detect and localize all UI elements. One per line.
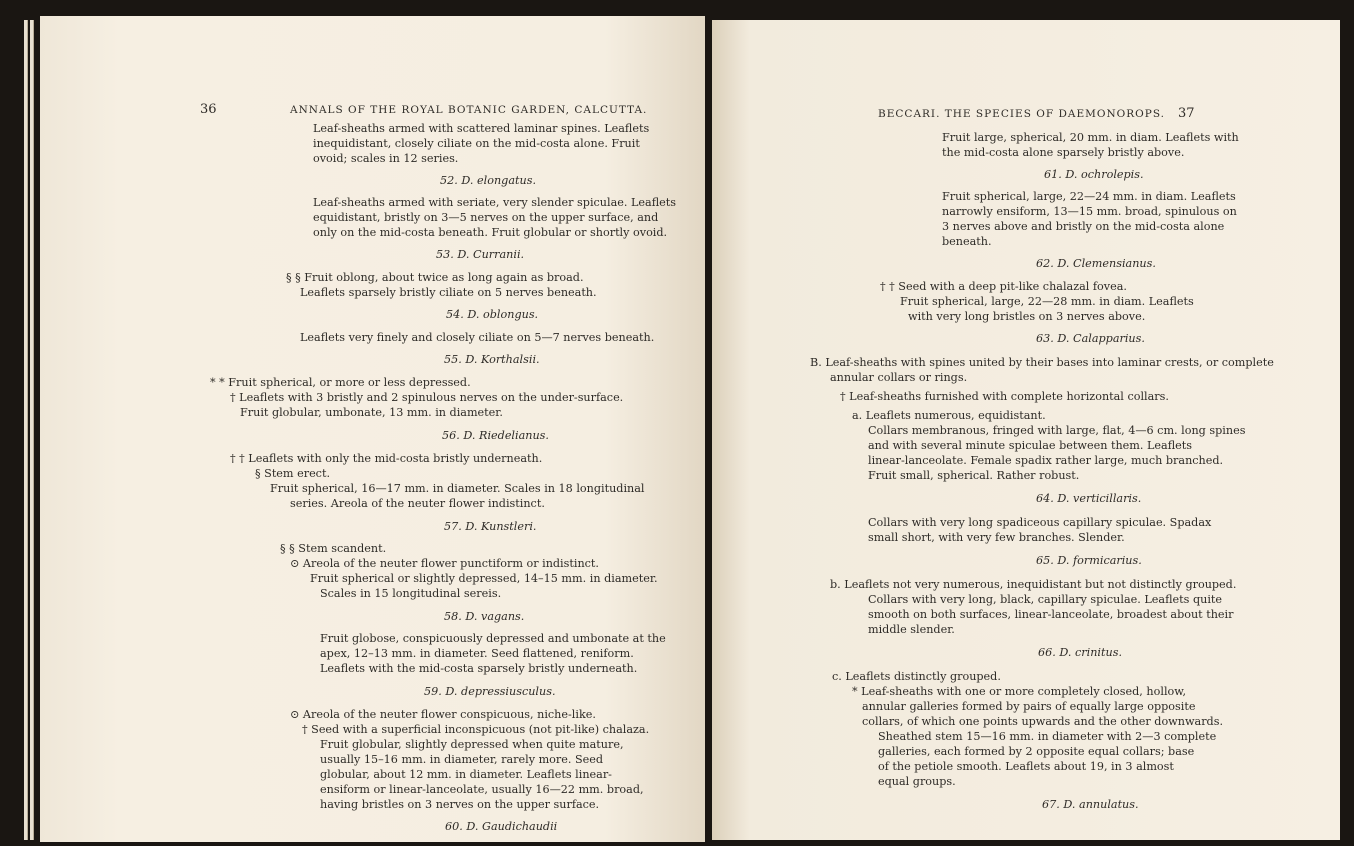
left-page <box>40 16 705 842</box>
text-line: † Leaflets with 3 bristly and 2 spinulous nerves on the under-surface. <box>230 391 624 404</box>
text-line: Fruit spherical or slightly depressed, 14–15 mm. in diameter. <box>310 572 658 585</box>
text-line: Leaflets sparsely bristly ciliate on 5 nerves beneath. <box>300 286 597 299</box>
text-line: narrowly ensiform, 13—15 mm. broad, spinulous on <box>942 205 1237 218</box>
text-line: ovoid; scales in 12 series. <box>313 152 459 165</box>
text-line: Scales in 15 longitudinal sereis. <box>320 587 502 600</box>
species-caption: 62. D. Clemensianus. <box>1036 257 1156 270</box>
text-line: globular, about 12 mm. in diameter. Leaflets linear- <box>320 768 612 781</box>
text-line: § § Fruit oblong, about twice as long again as broad. <box>286 271 584 284</box>
text-line: * * Fruit spherical, or more or less depressed. <box>210 376 471 389</box>
text-line: b. Leaflets not very numerous, inequidistant but not distinctly grouped. <box>830 578 1237 591</box>
text-line: § Stem erect. <box>255 467 331 480</box>
text-line: c. Leaflets distinctly grouped. <box>832 670 1001 683</box>
text-line: having bristles on 3 nerves on the upper surface. <box>320 798 600 811</box>
species-caption: 67. D. annulatus. <box>1042 798 1139 811</box>
text-line: † † Seed with a deep pit-like chalazal fovea. <box>880 280 1127 293</box>
text-line: inequidistant, closely ciliate on the mid-costa alone. Fruit <box>313 137 640 150</box>
running-head: ANNALS OF THE ROYAL BOTANIC GARDEN, CALCUTTA. <box>290 104 648 116</box>
text-line: Leaf-sheaths armed with scattered laminar spines. Leaflets <box>313 122 650 135</box>
text-line: middle slender. <box>868 623 955 636</box>
text-line: Fruit small, spherical. Rather robust. <box>868 469 1080 482</box>
text-line: † Leaf-sheaths furnished with complete horizontal collars. <box>840 390 1169 403</box>
page-number: 37 <box>1178 106 1195 121</box>
text-line: annular collars or rings. <box>830 371 968 384</box>
species-caption: 56. D. Riedelianus. <box>442 429 549 442</box>
text-line: apex, 12–13 mm. in diameter. Seed flattened, reniform. <box>320 647 634 660</box>
text-line: 3 nerves above and bristly on the mid-costa alone <box>942 220 1225 233</box>
text-line: with very long bristles on 3 nerves above. <box>908 310 1146 323</box>
text-line: * Leaf-sheaths with one or more completely closed, hollow, <box>852 685 1187 698</box>
text-line: the mid-costa alone sparsely bristly above. <box>942 146 1185 159</box>
text-line: beneath. <box>942 235 992 248</box>
species-caption: 53. D. Curranii. <box>436 248 525 261</box>
text-line: Leaflets with the mid-costa sparsely bristly underneath. <box>320 662 638 675</box>
text-line: of the petiole smooth. Leaflets about 19, in 3 almost <box>878 760 1174 773</box>
text-line: linear-lanceolate. Female spadix rather large, much branched. <box>868 454 1224 467</box>
text-line: B. Leaf-sheaths with spines united by their bases into laminar crests, or complete <box>810 356 1274 369</box>
page-edges <box>30 20 34 840</box>
text-line: Fruit spherical, large, 22—28 mm. in diam. Leaflets <box>900 295 1194 308</box>
page-edges <box>24 20 28 840</box>
species-caption: 61. D. ochrolepis. <box>1044 168 1144 181</box>
species-caption: 57. D. Kunstleri. <box>444 520 537 533</box>
species-caption: 59. D. depressiusculus. <box>424 685 556 698</box>
text-line: a. Leaflets numerous, equidistant. <box>852 409 1046 422</box>
text-line: small short, with very few branches. Slender. <box>868 531 1125 544</box>
text-line: galleries, each formed by 2 opposite equal collars; base <box>878 745 1195 758</box>
text-line: equidistant, bristly on 3—5 nerves on the upper surface, and <box>313 211 659 224</box>
species-caption: 65. D. formicarius. <box>1036 554 1142 567</box>
species-caption: 55. D. Korthalsii. <box>444 353 540 366</box>
text-line: only on the mid-costa beneath. Fruit globular or shortly ovoid. <box>313 226 668 239</box>
text-line: Leaflets very finely and closely ciliate on 5—7 nerves beneath. <box>300 331 655 344</box>
species-caption: 60. D. Gaudichaudii <box>445 820 558 833</box>
text-line: and with several minute spiculae between them. Leaflets <box>868 439 1193 452</box>
right-page <box>712 20 1340 840</box>
species-caption: 54. D. oblongus. <box>446 308 539 321</box>
text-line: equal groups. <box>878 775 956 788</box>
species-caption: 64. D. verticillaris. <box>1036 492 1142 505</box>
text-line: ensiform or linear-lanceolate, usually 16—22 mm. broad, <box>320 783 644 796</box>
text-line: § § Stem scandent. <box>280 542 387 555</box>
species-caption: 66. D. crinitus. <box>1038 646 1123 659</box>
text-line: Collars with very long spadiceous capillary spiculae. Spadax <box>868 516 1212 529</box>
species-caption: 58. D. vagans. <box>444 610 525 623</box>
running-head: BECCARI. THE SPECIES OF DAEMONOROPS. <box>878 108 1166 120</box>
text-line: ⊙ Areola of the neuter flower conspicuous, niche-like. <box>290 708 596 721</box>
text-line: Fruit large, spherical, 20 mm. in diam. Leaflets with <box>942 131 1239 144</box>
text-line: Fruit globular, slightly depressed when quite mature, <box>320 738 624 751</box>
text-line: Fruit globose, conspicuously depressed and umbonate at the <box>320 632 666 645</box>
text-line: smooth on both surfaces, linear-lanceolate, broadest about their <box>868 608 1234 621</box>
text-line: collars, of which one points upwards and the other downwards. <box>862 715 1224 728</box>
text-line: Sheathed stem 15—16 mm. in diameter with 2—3 complete <box>878 730 1217 743</box>
text-line: Collars with very long, black, capillary spiculae. Leaflets quite <box>868 593 1223 606</box>
text-line: series. Areola of the neuter flower indistinct. <box>290 497 545 510</box>
species-caption: 52. D. elongatus. <box>440 174 537 187</box>
page-number: 36 <box>200 102 217 117</box>
text-line: Fruit globular, umbonate, 13 mm. in diameter. <box>240 406 503 419</box>
text-line: ⊙ Areola of the neuter flower punctiform or indistinct. <box>290 557 599 570</box>
text-line: Collars membranous, fringed with large, flat, 4—6 cm. long spines <box>868 424 1246 437</box>
text-line: † † Leaflets with only the mid-costa bristly underneath. <box>230 452 543 465</box>
text-line: Fruit spherical, 16—17 mm. in diameter. Scales in 18 longitudinal <box>270 482 645 495</box>
text-line: usually 15–16 mm. in diameter, rarely more. Seed <box>320 753 604 766</box>
text-line: † Seed with a superficial inconspicuous (not pit-like) chalaza. <box>302 723 650 736</box>
text-line: annular galleries formed by pairs of equally large opposite <box>862 700 1196 713</box>
species-caption: 63. D. Calapparius. <box>1036 332 1145 345</box>
text-line: Fruit spherical, large, 22—24 mm. in diam. Leaflets <box>942 190 1236 203</box>
text-line: Leaf-sheaths armed with seriate, very slender spiculae. Leaflets <box>313 196 677 209</box>
